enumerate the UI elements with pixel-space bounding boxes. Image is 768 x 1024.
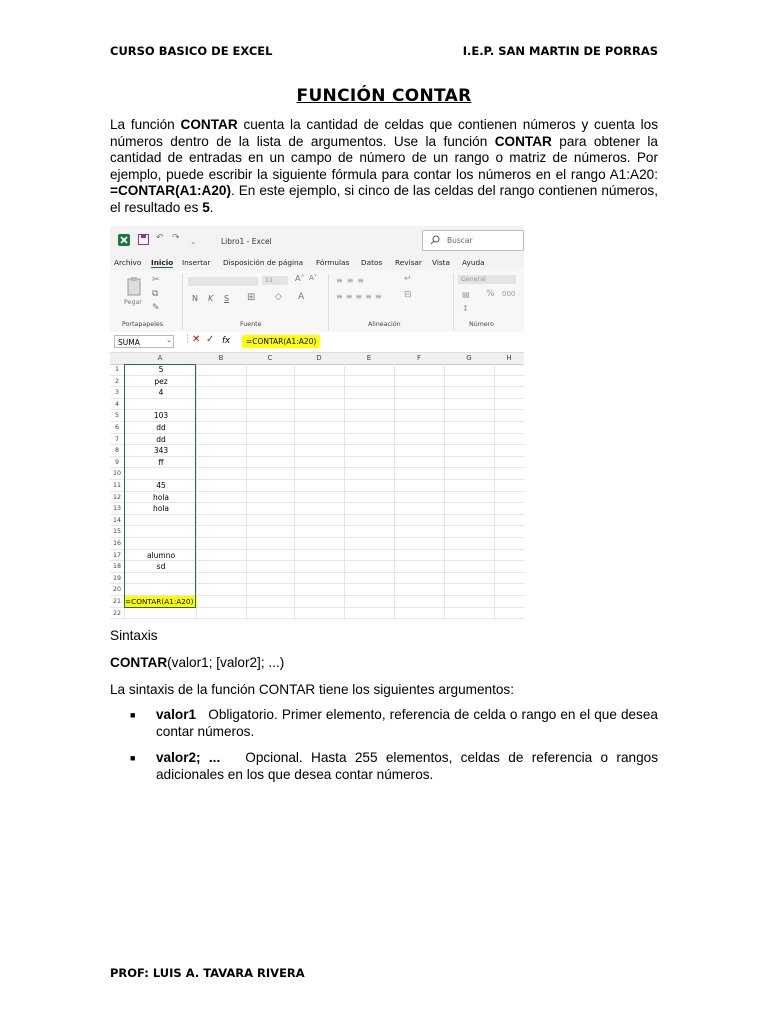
row-number[interactable]: 22 bbox=[112, 609, 121, 617]
column-header-f[interactable]: F bbox=[416, 354, 422, 362]
intro-text-2: cuenta la cantidad de celdas que contienen números y cuenta los números dentro de la lista de argumentos. Use la función bbox=[110, 117, 658, 149]
bold-button[interactable]: N bbox=[192, 294, 198, 303]
sintaxis-heading: Sintaxis bbox=[110, 628, 158, 643]
row-number[interactable]: 12 bbox=[112, 493, 121, 501]
args-intro: La sintaxis de la función CONTAR tiene los siguientes argumentos: bbox=[110, 682, 514, 697]
align-top-icons[interactable]: ≡≡≡ bbox=[336, 276, 369, 285]
name-box-dropdown-icon[interactable]: ⌄ bbox=[166, 336, 172, 344]
cell-a[interactable]: 343 bbox=[153, 446, 169, 456]
syntax-function: CONTAR bbox=[110, 655, 168, 670]
currency-icon[interactable]: ▤ bbox=[462, 290, 470, 299]
font-name-select[interactable] bbox=[188, 277, 258, 286]
row-number[interactable]: 6 bbox=[114, 424, 119, 431]
column-header-g[interactable]: G bbox=[466, 354, 472, 362]
cell-a[interactable]: =CONTAR(A1:A20) bbox=[125, 596, 197, 607]
tab-ayuda[interactable]: Ayuda bbox=[462, 258, 485, 267]
row-number[interactable]: 13 bbox=[112, 505, 121, 513]
formula-bar bbox=[110, 332, 524, 353]
row-number[interactable]: 20 bbox=[112, 586, 121, 594]
ribbon-tabs bbox=[110, 256, 524, 270]
ribbon-separator bbox=[328, 274, 329, 330]
ribbon-separator bbox=[453, 274, 454, 330]
cell-a[interactable]: ff bbox=[158, 457, 164, 467]
tab-vista[interactable]: Vista bbox=[432, 258, 450, 267]
thousands-icon[interactable]: 000 bbox=[502, 290, 516, 298]
cell-grid[interactable] bbox=[110, 364, 524, 620]
cell-a[interactable]: dd bbox=[156, 434, 166, 444]
row-number[interactable]: 15 bbox=[112, 528, 121, 536]
excel-screenshot bbox=[110, 226, 524, 620]
cell-a[interactable]: alumno bbox=[146, 550, 176, 560]
cell-a[interactable]: dd bbox=[156, 423, 166, 432]
tab-archivo[interactable]: Archivo bbox=[114, 258, 142, 267]
tab-datos[interactable]: Datos bbox=[361, 258, 383, 267]
row-number[interactable]: 21 bbox=[112, 598, 121, 605]
borders-icon[interactable]: ⊞ bbox=[247, 292, 256, 303]
group-fuente: Fuente bbox=[240, 321, 262, 328]
header-course: CURSO BASICO DE EXCEL bbox=[110, 44, 273, 58]
underline-button[interactable]: S bbox=[224, 294, 230, 303]
row-number[interactable]: 19 bbox=[112, 574, 121, 582]
search-icon bbox=[430, 235, 440, 245]
tab-insertar[interactable]: Insertar bbox=[182, 258, 211, 267]
selected-range bbox=[124, 364, 196, 608]
format-painter-icon[interactable]: ✎ bbox=[152, 303, 160, 313]
bullet-icon: ■ bbox=[130, 753, 136, 763]
font-size-select[interactable]: 11 bbox=[262, 276, 288, 285]
excel-logo-icon bbox=[118, 234, 130, 246]
search-placeholder: Buscar bbox=[447, 236, 473, 245]
fx-icon[interactable]: fx bbox=[222, 336, 231, 346]
cancel-icon[interactable]: ✕ bbox=[192, 334, 201, 345]
argument-text bbox=[156, 707, 658, 740]
page-title: FUNCIÓN CONTAR bbox=[296, 86, 472, 106]
ribbon bbox=[110, 270, 524, 333]
footer-teacher: PROF: LUIS A. TAVARA RIVERA bbox=[110, 966, 305, 980]
align-horizontal-icons[interactable]: ≡≡≡≡≡ bbox=[336, 292, 385, 301]
intro-bold-4: 5 bbox=[202, 199, 210, 215]
intro-bold-3: =CONTAR(A1:A20) bbox=[110, 183, 231, 199]
formula-bar-handle-icon: ⋮ bbox=[183, 334, 192, 344]
intro-bold-1: CONTAR bbox=[180, 117, 238, 132]
table-row bbox=[110, 608, 524, 620]
column-header-a[interactable]: A bbox=[157, 354, 163, 362]
cell-a[interactable]: hola bbox=[152, 504, 170, 514]
tab-revisar[interactable]: Revisar bbox=[395, 258, 422, 267]
paste-icon[interactable] bbox=[126, 276, 144, 296]
wrap-text-icon[interactable]: ↵ bbox=[404, 274, 412, 284]
font-shrink-icon[interactable]: A˅ bbox=[309, 274, 318, 282]
intro-text-4: . En este ejemplo, si cinco de las celdas del rango contienen números, el resultado es bbox=[110, 183, 658, 215]
window-title: Libro1 - Excel bbox=[221, 237, 272, 246]
group-portapapeles: Portapapeles bbox=[122, 321, 163, 328]
argument-desc: Opcional. Hasta 255 elementos, celdas de referencia o rangos adicionales en los que desea contar números. bbox=[156, 750, 658, 782]
row-number[interactable]: 4 bbox=[114, 400, 119, 408]
argument-item bbox=[130, 707, 658, 740]
cell-a[interactable]: 103 bbox=[153, 411, 169, 421]
cell-a[interactable]: hola bbox=[152, 492, 170, 502]
enter-icon[interactable]: ✓ bbox=[206, 334, 215, 345]
intro-text-5: . bbox=[209, 199, 214, 215]
cell-a[interactable]: 5 bbox=[158, 365, 164, 374]
italic-button[interactable]: K bbox=[208, 294, 214, 303]
intro-bold-2: CONTAR bbox=[494, 133, 552, 149]
tab-formulas[interactable]: Fórmulas bbox=[316, 258, 350, 267]
cell-a[interactable]: 45 bbox=[156, 481, 166, 490]
column-header-c[interactable]: C bbox=[267, 354, 273, 362]
save-icon[interactable] bbox=[138, 234, 149, 245]
row-number[interactable]: 8 bbox=[114, 447, 119, 455]
intro-text-3: para obtener la cantidad de entradas en un campo de número de un rango o matriz de números. Por ejemplo, puede escribir la siguiente fórmula para contar los números en el rango A1:A20: bbox=[110, 133, 658, 182]
tab-inicio[interactable]: Inicio bbox=[151, 258, 174, 267]
row-number[interactable]: 9 bbox=[114, 458, 119, 466]
number-format-select[interactable]: General bbox=[458, 275, 516, 284]
cut-icon[interactable]: ✂ bbox=[152, 275, 160, 285]
merge-icon[interactable]: ⊟ bbox=[404, 290, 412, 300]
intro-text-1: La función bbox=[110, 117, 181, 132]
paste-label: Pegar bbox=[124, 299, 142, 306]
quick-access-more-icon[interactable]: ⌄ bbox=[190, 237, 197, 246]
row-number[interactable]: 2 bbox=[114, 377, 119, 385]
syntax-line bbox=[110, 655, 658, 672]
font-color-icon[interactable]: A bbox=[298, 292, 305, 302]
cell-a[interactable]: 4 bbox=[158, 388, 164, 398]
redo-icon[interactable]: ↷ bbox=[172, 233, 180, 243]
intro-paragraph bbox=[110, 117, 658, 217]
fill-color-icon[interactable]: ◇ bbox=[275, 292, 282, 302]
column-header-e[interactable]: E bbox=[366, 354, 372, 362]
group-numero: Número bbox=[469, 321, 495, 328]
row-number[interactable]: 14 bbox=[112, 516, 121, 524]
row-number[interactable]: 10 bbox=[112, 470, 121, 478]
column-header-b[interactable]: B bbox=[218, 354, 224, 362]
column-header-h[interactable]: H bbox=[506, 354, 512, 362]
column-header-d[interactable]: D bbox=[316, 354, 322, 362]
percent-button[interactable]: % bbox=[486, 289, 495, 299]
formula-input[interactable]: =CONTAR(A1:A20) bbox=[242, 335, 320, 348]
argument-item bbox=[130, 750, 658, 783]
row-number[interactable]: 17 bbox=[112, 551, 121, 559]
font-grow-icon[interactable]: A˄ bbox=[295, 274, 305, 283]
row-number[interactable]: 7 bbox=[114, 435, 119, 443]
excel-titlebar bbox=[110, 226, 524, 256]
cell-a[interactable]: pez bbox=[154, 376, 168, 386]
header-school: I.E.P. SAN MARTIN DE PORRAS bbox=[462, 44, 658, 58]
ribbon-separator bbox=[182, 274, 183, 330]
undo-icon[interactable]: ↶ bbox=[156, 233, 164, 243]
decimal-icon[interactable]: ↕ bbox=[462, 304, 469, 313]
bullet-icon: ■ bbox=[130, 710, 136, 720]
row-number[interactable]: 16 bbox=[112, 540, 121, 547]
copy-icon[interactable]: ⧉ bbox=[152, 289, 159, 299]
row-number[interactable]: 5 bbox=[114, 412, 119, 420]
row-number[interactable]: 1 bbox=[114, 366, 119, 373]
argument-text bbox=[156, 750, 658, 783]
syntax-args: (valor1; [valor2]; ...) bbox=[167, 655, 285, 670]
row-number[interactable]: 3 bbox=[114, 389, 119, 397]
argument-term: valor1 bbox=[156, 707, 197, 722]
group-alineacion: Alineación bbox=[368, 321, 401, 328]
argument-desc: Obligatorio. Primer elemento, referencia de celda o rango en el que desea contar números. bbox=[156, 707, 658, 739]
tab-disposicion[interactable]: Disposición de página bbox=[223, 258, 304, 267]
search-box[interactable] bbox=[422, 230, 524, 251]
name-box[interactable]: SUMA bbox=[114, 335, 174, 348]
argument-term: valor2; ... bbox=[156, 750, 221, 765]
row-number[interactable]: 11 bbox=[112, 482, 121, 489]
row-number[interactable]: 18 bbox=[112, 563, 121, 571]
cell-a[interactable]: sd bbox=[156, 562, 166, 572]
